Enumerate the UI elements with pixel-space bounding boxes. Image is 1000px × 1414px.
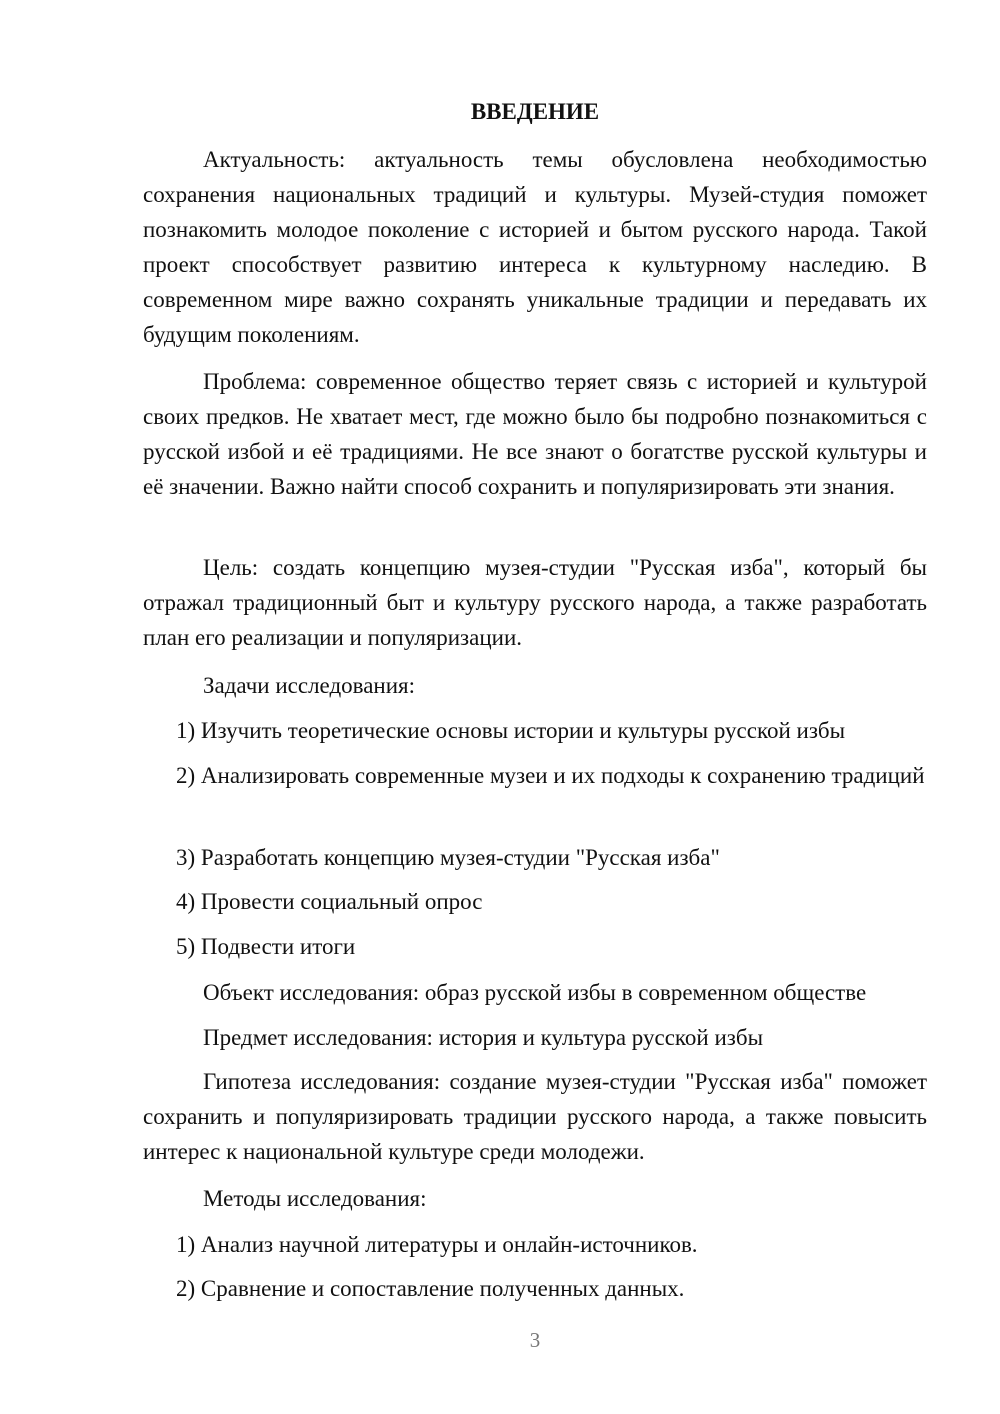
task-item-5: 5) Подвести итоги <box>176 934 356 959</box>
task-item-4: 4) Провести социальный опрос <box>176 889 483 914</box>
section-title: ВВЕДЕНИЕ <box>470 99 600 124</box>
object-line: Объект исследования: образ русской избы в современном обществе <box>203 980 867 1005</box>
task-item-1: 1) Изучить теоретические основы истории и культуры русской избы <box>176 718 846 743</box>
task-item-2: 2) Анализировать современные музеи и их подходы к сохранению традиций <box>176 763 925 788</box>
relevance-paragraph: Актуальность: актуальность темы обусловлена необходимостью сохранения национальных традиций и культуры. Музей-студия поможет познакомить молодое поколение с историей и бытом русского народа. Такой проект способствует развитию интереса к культурному наследию. В современном мире важно сохранять уникальные традиции и передавать их будущим поколениям. <box>143 147 927 347</box>
tasks-heading: Задачи исследования: <box>203 673 416 698</box>
problem-paragraph: Проблема: современное общество теряет связь с историей и культурой своих предков. Не хватает мест, где можно было бы подробно познакомиться с русской избой и её традициями. Не все знают о богатстве русской культуры и её значении. Важно найти способ сохранить и популяризировать эти знания. <box>143 369 927 499</box>
goal-paragraph: Цель: создать концепцию музея-студии "Русская изба", который бы отражал традиционный быт и культуру русского народа, а также разработать план его реализации и популяризации. <box>143 555 927 650</box>
methods-heading: Методы исследования: <box>203 1186 427 1211</box>
page-number: 3 <box>529 1328 541 1352</box>
method-item-1: 1) Анализ научной литературы и онлайн-источников. <box>176 1232 698 1257</box>
method-item-2: 2) Сравнение и сопоставление полученных данных. <box>176 1276 685 1301</box>
subject-line: Предмет исследования: история и культура русской избы <box>203 1025 764 1050</box>
task-item-3: 3) Разработать концепцию музея-студии "Русская изба" <box>176 845 720 870</box>
hypothesis-paragraph: Гипотеза исследования: создание музея-студии "Русская изба" поможет сохранить и популяризировать традиции русского народа, а также повысить интерес к национальной культуре среди молодежи. <box>143 1069 927 1164</box>
